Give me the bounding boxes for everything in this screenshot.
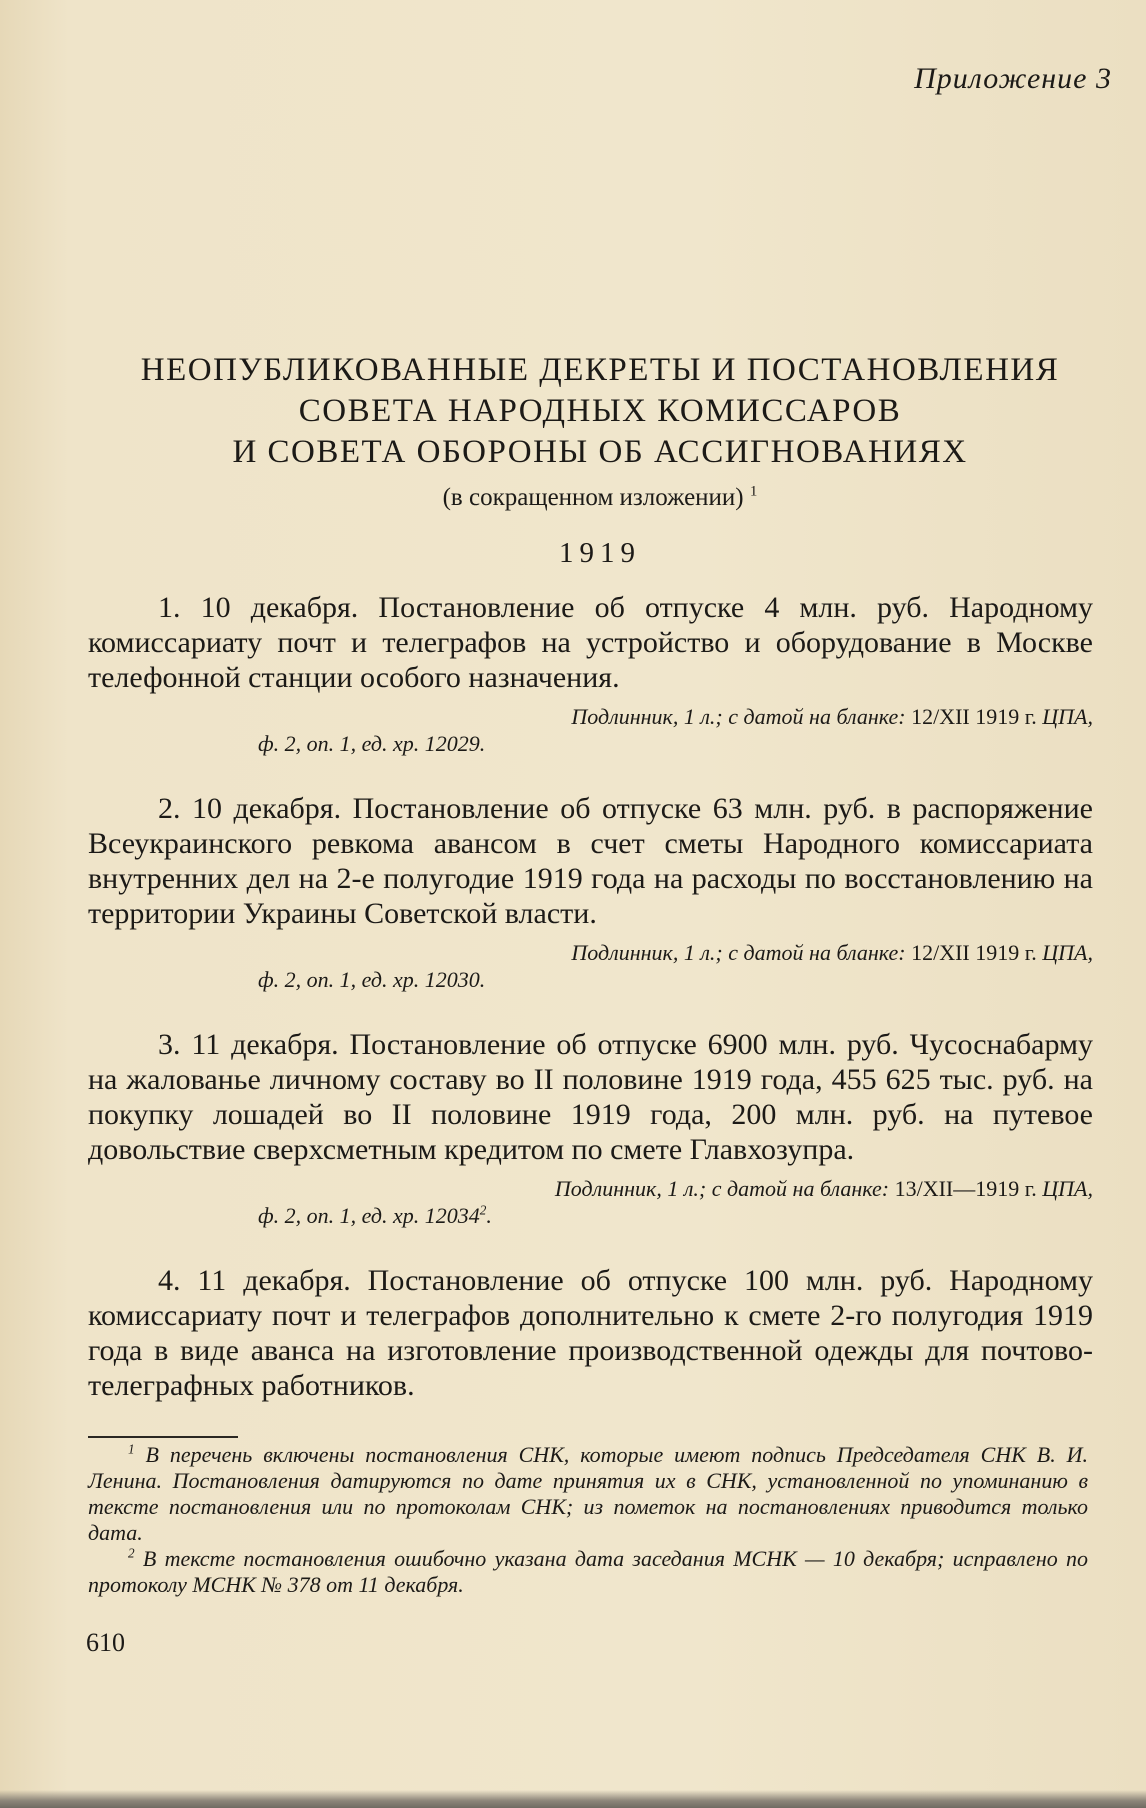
- year-heading: 1919: [559, 537, 641, 569]
- source-label: Подлинник, 1 л.; с датой на бланке:: [571, 704, 906, 729]
- footnote-mark: 2: [128, 1545, 135, 1561]
- entry-1: [88, 590, 1093, 757]
- entry-text: 2. 10 декабря. Постановление об отпуске 63 млн. руб. в распоряжение Всеукраинского ревкома авансом в счет сметы Народного комиссариата внутренних дел на 2-е полугодие 1919 года на расходы по восстановлению на территории Украины Советской власти.: [88, 792, 1093, 930]
- source-date: 13/XII—1919 г.: [894, 1176, 1037, 1201]
- footnotes: [88, 1442, 1088, 1598]
- subtitle-text: (в сокращенном изложении): [442, 484, 744, 511]
- source-archive: ЦПА,: [1042, 1176, 1093, 1201]
- title-line-3: И СОВЕТА ОБОРОНЫ ОБ АССИГНОВАНИЯХ: [232, 434, 968, 470]
- source-date: 12/XII 1919 г.: [911, 704, 1037, 729]
- source-reference: ф. 2, оп. 1, ед. хр. 12034: [258, 1203, 480, 1228]
- source-reference: ф. 2, оп. 1, ед. хр. 12029.: [258, 731, 486, 756]
- document-title-block: [100, 350, 1100, 570]
- entry-text: 3. 11 декабря. Постановление об отпуске 6900 млн. руб. Чусоснабарму на жалованье личному составу во II половине 1919 года, 455 625 тыс. руб. на покупку лошадей во II половине 1919 года, 200 млн. руб. на путевое довольствие сверхсметным кредитом по смете Главхозупра.: [88, 1028, 1093, 1166]
- source-archive: ЦПА,: [1042, 940, 1093, 965]
- footnote-1: [88, 1442, 1088, 1546]
- entry-text: 4. 11 декабря. Постановление об отпуске 100 млн. руб. Народному комиссариату почт и телеграфов дополнительно к смете 2-го полугодия 1919 года в виде аванса на изготовление производственной одежды для почтово-телеграфных работников.: [88, 1264, 1093, 1402]
- source-date: 12/XII 1919 г.: [911, 940, 1037, 965]
- entries-list: [88, 590, 1093, 1415]
- entry-source: [88, 939, 1093, 993]
- entry-4: [88, 1263, 1093, 1403]
- footnote-text: В тексте постановления ошибочно указана дата заседания МСНК — 10 декабря; исправлено по протоколу МСНК № 378 от 11 декабря.: [88, 1546, 1089, 1597]
- footnote-divider: [88, 1436, 238, 1438]
- title-line-1: НЕОПУБЛИКОВАННЫЕ ДЕКРЕТЫ И ПОСТАНОВЛЕНИЯ: [140, 352, 1060, 388]
- source-label: Подлинник, 1 л.; с датой на бланке:: [571, 940, 906, 965]
- footnote-mark: 1: [128, 1441, 135, 1457]
- source-reference: ф. 2, оп. 1, ед. хр. 12030.: [258, 967, 486, 992]
- page-number: 610: [86, 1628, 125, 1657]
- entry-text: 1. 10 декабря. Постановление об отпуске 4 млн. руб. Народному комиссариату почт и телеграфов на устройство и оборудование в Москве телефонной станции особого назначения.: [88, 591, 1093, 694]
- source-reference-end: .: [486, 1203, 492, 1228]
- footnote-text: В перечень включены постановления СНК, которые имеют подпись Председателя СНК В. И. Ленина. Постановления датируются по дате принятия их в СНК, установленной по упоминанию в тексте постановления или по протоколам СНК; из пометок на постановлениях приводится только дата.: [88, 1442, 1089, 1545]
- source-label: Подлинник, 1 л.; с датой на бланке:: [554, 1176, 890, 1201]
- appendix-label: Приложение 3: [914, 62, 1112, 95]
- entry-source: [88, 1175, 1093, 1229]
- source-footnote-mark: 2: [479, 1202, 487, 1218]
- source-archive: ЦПА,: [1042, 704, 1093, 729]
- footnote-2: [88, 1546, 1088, 1598]
- subtitle: [100, 481, 1100, 515]
- source-reference-line: [88, 1202, 1093, 1229]
- entry-2: [88, 791, 1093, 993]
- entry-3: [88, 1027, 1093, 1229]
- entry-source: [88, 703, 1093, 757]
- title-line-2: СОВЕТА НАРОДНЫХ КОМИССАРОВ: [298, 393, 902, 429]
- subtitle-footnote-mark: 1: [749, 483, 758, 500]
